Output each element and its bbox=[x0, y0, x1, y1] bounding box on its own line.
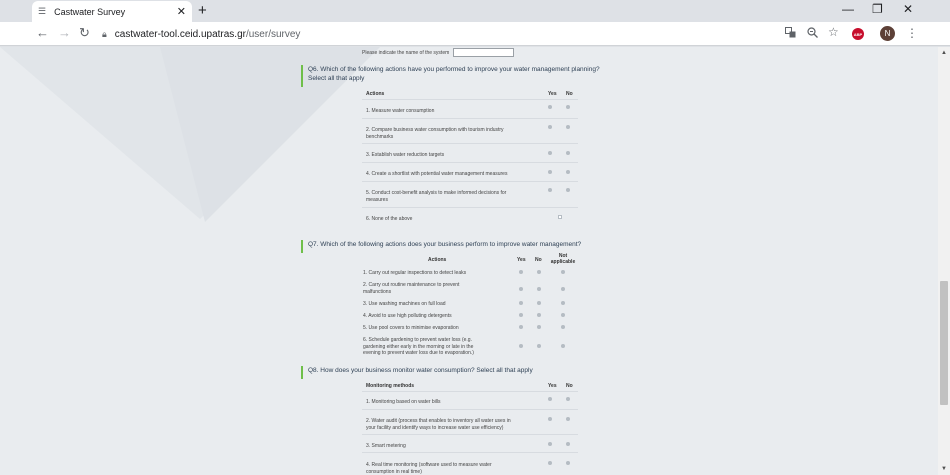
q6-item-3-yes-radio[interactable] bbox=[548, 151, 552, 155]
q8-item-3-yes-radio[interactable] bbox=[548, 442, 552, 446]
forward-button[interactable]: → bbox=[58, 25, 71, 40]
q6-header-divider bbox=[362, 99, 578, 100]
page-scrollbar[interactable] bbox=[938, 47, 950, 475]
q8-question bbox=[301, 366, 533, 379]
new-tab-button[interactable]: + bbox=[198, 2, 207, 19]
window-close-button[interactable]: ✕ bbox=[903, 2, 914, 16]
q8-title: Q8. How does your business monitor water consumption? Select all that apply bbox=[308, 367, 533, 374]
q8-item-3 bbox=[366, 443, 406, 450]
q6-item-5-text-cont: measures bbox=[366, 196, 388, 203]
q8-item-4 bbox=[366, 462, 492, 475]
q7-item-2-yes-radio[interactable] bbox=[519, 287, 523, 291]
q8-item-1-no-radio[interactable] bbox=[566, 397, 570, 401]
q6-item-3-text: 3. Establish water reduction targets bbox=[366, 152, 445, 158]
q6-item-2-yes-radio[interactable] bbox=[548, 125, 552, 129]
scroll-up-arrow-icon[interactable]: ▲ bbox=[941, 50, 947, 56]
q7-item-4 bbox=[363, 313, 452, 320]
q7-question bbox=[301, 240, 581, 253]
q7-item-6-text-cont: gardening either early in the morning or late in the bbox=[363, 343, 474, 350]
zoom-icon[interactable] bbox=[807, 27, 818, 41]
q6-item-3 bbox=[366, 152, 444, 159]
q8-item-2-text: 2. Water audit (process that enables to inventory all water uses in bbox=[366, 418, 511, 424]
system-name-input[interactable] bbox=[453, 48, 514, 57]
q6-item-4-text: 4. Create a shortlist with potential water management measures bbox=[366, 171, 508, 177]
q7-item-3-yes-radio[interactable] bbox=[519, 301, 523, 305]
q6-actions-header: Actions bbox=[366, 91, 385, 97]
q8-header-divider bbox=[362, 391, 578, 392]
q7-item-3 bbox=[363, 301, 446, 308]
q8-no-header: No bbox=[566, 383, 573, 389]
q7-item-2-text-cont: malfunctions bbox=[363, 288, 392, 295]
q6-item-6 bbox=[366, 216, 412, 223]
q7-item-4-no-radio[interactable] bbox=[537, 313, 541, 317]
q7-item-1-na-radio[interactable] bbox=[561, 270, 565, 274]
back-button[interactable]: ← bbox=[36, 25, 49, 40]
q7-item-3-text: 3. Use washing machines on full load bbox=[363, 301, 446, 307]
q6-item-5-no-radio[interactable] bbox=[566, 188, 570, 192]
q6-yes-header: Yes bbox=[548, 91, 557, 97]
reload-button[interactable]: ↻ bbox=[79, 25, 90, 40]
q6-item-1 bbox=[366, 108, 434, 115]
q6-item-1-no-radio[interactable] bbox=[566, 105, 570, 109]
tab-title: Castwater Survey bbox=[54, 6, 126, 17]
q7-item-6-text: 6. Schedule gardening to prevent water loss (e.g. bbox=[363, 337, 472, 343]
q7-item-6-no-radio[interactable] bbox=[537, 344, 541, 348]
url-text bbox=[115, 29, 301, 40]
q8-divider-2 bbox=[362, 434, 578, 435]
q7-item-5-na-radio[interactable] bbox=[561, 325, 565, 329]
survey-page bbox=[0, 47, 938, 475]
q6-item-4 bbox=[366, 171, 507, 178]
url-host: castwater-tool.ceid.upatras.gr bbox=[114, 28, 246, 40]
q8-item-2-no-radio[interactable] bbox=[566, 417, 570, 421]
adblock-icon[interactable]: ABP bbox=[852, 28, 864, 40]
system-name-row bbox=[362, 48, 514, 57]
q6-item-2-no-radio[interactable] bbox=[566, 125, 570, 129]
q7-item-1-text: 1. Carry out regular inspections to detect leaks bbox=[363, 270, 467, 276]
q8-item-4-text: 4. Real time monitoring (software used to measure water bbox=[366, 462, 492, 468]
q8-divider-1 bbox=[362, 409, 578, 410]
translate-icon[interactable] bbox=[785, 27, 796, 41]
q7-na-header bbox=[549, 253, 577, 265]
q6-divider-1 bbox=[362, 118, 578, 119]
q7-item-5-no-radio[interactable] bbox=[537, 325, 541, 329]
scroll-down-arrow-icon[interactable]: ▼ bbox=[941, 466, 947, 472]
q6-no-header: No bbox=[566, 91, 573, 97]
q7-item-6-text-cont2: evening to prevent water loss due to evaporation.) bbox=[363, 350, 474, 356]
q7-item-4-na-radio[interactable] bbox=[561, 313, 565, 317]
q7-item-6-na-radio[interactable] bbox=[561, 344, 565, 348]
q7-item-1 bbox=[363, 270, 466, 277]
q8-yes-header: Yes bbox=[548, 383, 557, 389]
q7-item-2 bbox=[363, 282, 459, 295]
q7-item-2-na-radio[interactable] bbox=[561, 287, 565, 291]
q6-divider-5 bbox=[362, 207, 578, 208]
q7-na-header-line1: Not bbox=[558, 253, 568, 259]
q7-item-5-text: 5. Use pool covers to minimise evaporation bbox=[363, 325, 459, 331]
q8-item-2-yes-radio[interactable] bbox=[548, 417, 552, 421]
browser-toolbar bbox=[0, 22, 950, 46]
q7-item-1-no-radio[interactable] bbox=[537, 270, 541, 274]
q7-item-4-text: 4. Avoid to use high polluting detergents bbox=[363, 313, 452, 319]
scrollbar-thumb[interactable] bbox=[940, 281, 948, 405]
system-name-label: Please indicate the name of the system bbox=[362, 49, 450, 56]
q6-item-2-text: 2. Compare business water consumption with tourism industry bbox=[366, 127, 504, 133]
q6-item-4-yes-radio[interactable] bbox=[548, 170, 552, 174]
q8-item-2 bbox=[366, 418, 511, 431]
q6-item-3-no-radio[interactable] bbox=[566, 151, 570, 155]
q6-divider-2 bbox=[362, 143, 578, 144]
q6-item-5 bbox=[366, 190, 506, 203]
q7-item-4-yes-radio[interactable] bbox=[519, 313, 523, 317]
q7-na-header-line2: applicable bbox=[550, 259, 576, 265]
q6-item-6-text: 6. None of the above bbox=[366, 216, 413, 222]
url-path: /user/survey bbox=[245, 28, 301, 40]
q6-item-1-yes-radio[interactable] bbox=[548, 105, 552, 109]
restore-button[interactable]: ❐ bbox=[872, 2, 883, 16]
q8-item-4-yes-radio[interactable] bbox=[548, 461, 552, 465]
q8-item-1 bbox=[366, 399, 441, 406]
q7-item-1-yes-radio[interactable] bbox=[519, 270, 523, 274]
q8-item-3-text: 3. Smart metering bbox=[366, 443, 406, 449]
q7-no-header: No bbox=[535, 257, 542, 263]
profile-avatar[interactable]: N bbox=[880, 26, 895, 41]
q7-item-3-no-radio[interactable] bbox=[537, 301, 541, 305]
bookmark-star-icon[interactable]: ☆ bbox=[828, 25, 839, 39]
q6-item-5-yes-radio[interactable] bbox=[548, 188, 552, 192]
q7-yes-header: Yes bbox=[517, 257, 526, 263]
lock-icon: 🔒︎ bbox=[102, 28, 107, 39]
q6-divider-4 bbox=[362, 181, 578, 182]
q8-methods-header: Monitoring methods bbox=[366, 383, 415, 389]
q8-item-2-text-cont: your facility and identify ways to increase water use efficiency) bbox=[366, 424, 504, 431]
q8-item-4-no-radio[interactable] bbox=[566, 461, 570, 465]
q7-item-6 bbox=[363, 337, 474, 357]
q7-item-2-text: 2. Carry out routine maintenance to prevent bbox=[363, 282, 460, 288]
minimize-button[interactable]: — bbox=[842, 2, 854, 16]
favicon-icon: ☰ bbox=[38, 6, 47, 16]
q7-actions-header: Actions bbox=[428, 257, 447, 263]
q6-question bbox=[301, 65, 600, 87]
q7-item-6-yes-radio[interactable] bbox=[519, 344, 523, 348]
q7-item-2-no-radio[interactable] bbox=[537, 287, 541, 291]
q6-item-2-text-cont: benchmarks bbox=[366, 133, 394, 140]
q8-item-1-yes-radio[interactable] bbox=[548, 397, 552, 401]
q6-title: Q6. Which of the following actions have you performed to improve your water management planning? bbox=[308, 66, 600, 73]
q6-item-6-checkbox[interactable] bbox=[558, 215, 562, 219]
q8-divider-3 bbox=[362, 452, 578, 453]
q6-item-2 bbox=[366, 127, 504, 140]
tab-close-icon[interactable]: ✕ bbox=[176, 6, 186, 18]
q6-item-5-text: 5. Conduct cost-benefit analysis to make informed decisions for bbox=[366, 190, 507, 196]
q6-item-1-text: 1. Measure water consumption bbox=[366, 108, 435, 114]
tab-castwater-survey[interactable] bbox=[32, 1, 192, 22]
tab-strip bbox=[0, 0, 950, 22]
q6-subtitle: Select all that apply bbox=[308, 75, 365, 82]
background-decoration bbox=[0, 47, 938, 475]
address-bar[interactable] bbox=[102, 25, 782, 43]
q8-item-4-text-cont: consumption in real time) bbox=[366, 468, 422, 475]
browser-menu-icon[interactable]: ⋮ bbox=[906, 26, 918, 40]
q8-item-3-no-radio[interactable] bbox=[566, 442, 570, 446]
q6-item-4-no-radio[interactable] bbox=[566, 170, 570, 174]
q6-divider-3 bbox=[362, 162, 578, 163]
q7-item-5 bbox=[363, 325, 459, 332]
q7-item-5-yes-radio[interactable] bbox=[519, 325, 523, 329]
q7-item-3-na-radio[interactable] bbox=[561, 301, 565, 305]
q8-item-1-text: 1. Monitoring based on water bills bbox=[366, 399, 441, 405]
q7-title: Q7. Which of the following actions does your business perform to improve water management? bbox=[308, 241, 582, 248]
